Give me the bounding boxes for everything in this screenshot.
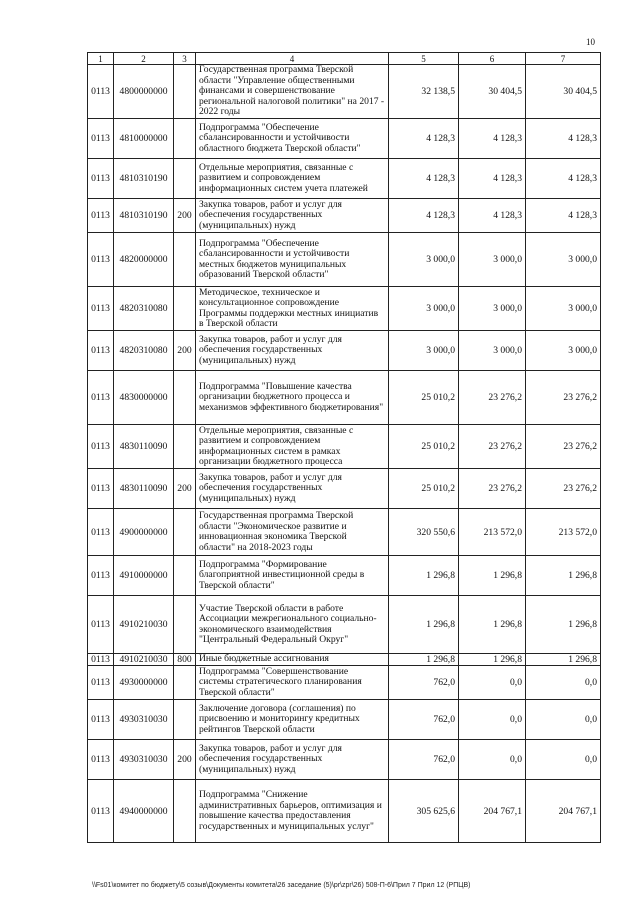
cell-col-1: 0113 <box>88 65 114 119</box>
cell-col-2: 4820000000 <box>114 233 174 287</box>
cell-col-2: 4930000000 <box>114 666 174 700</box>
cell-col-5: 305 625,6 <box>389 780 459 843</box>
cell-col-7: 0,0 <box>526 700 601 740</box>
cell-col-3 <box>174 666 196 700</box>
cell-col-4: Отдельные мероприятия, связанные с развитием и сопровождением информационных систем в рамках организации бюджетного процесса <box>196 425 389 469</box>
cell-col-5: 1 296,8 <box>389 654 459 666</box>
cell-col-7: 4 128,3 <box>526 159 601 199</box>
cell-col-2: 4830110090 <box>114 469 174 509</box>
cell-col-3 <box>174 287 196 331</box>
table-row <box>88 740 601 780</box>
table-row <box>88 233 601 287</box>
table-row <box>88 556 601 596</box>
cell-col-2: 4930310030 <box>114 740 174 780</box>
cell-col-6: 0,0 <box>459 700 526 740</box>
cell-col-2: 4810310190 <box>114 159 174 199</box>
cell-col-5: 762,0 <box>389 740 459 780</box>
table-row <box>88 65 601 119</box>
cell-col-6: 1 296,8 <box>459 654 526 666</box>
cell-col-5: 3 000,0 <box>389 331 459 371</box>
cell-col-4: Закупка товаров, работ и услуг для обеспечения государственных (муниципальных) нужд <box>196 331 389 371</box>
table-body <box>88 65 601 843</box>
cell-col-1: 0113 <box>88 596 114 654</box>
cell-col-1: 0113 <box>88 287 114 331</box>
table-row <box>88 159 601 199</box>
cell-col-5: 4 128,3 <box>389 199 459 233</box>
cell-col-6: 3 000,0 <box>459 233 526 287</box>
table-row <box>88 425 601 469</box>
table-row <box>88 700 601 740</box>
cell-col-7: 3 000,0 <box>526 287 601 331</box>
cell-col-2: 4930310030 <box>114 700 174 740</box>
cell-col-4: Методическое, техническое и консультационное сопровождение Программы поддержки местных инициатив в Тверской области <box>196 287 389 331</box>
cell-col-5: 4 128,3 <box>389 159 459 199</box>
cell-col-4: Закупка товаров, работ и услуг для обеспечения государственных (муниципальных) нужд <box>196 740 389 780</box>
cell-col-5: 3 000,0 <box>389 233 459 287</box>
cell-col-1: 0113 <box>88 159 114 199</box>
cell-col-7: 1 296,8 <box>526 654 601 666</box>
cell-col-2: 4940000000 <box>114 780 174 843</box>
cell-col-2: 4910210030 <box>114 654 174 666</box>
cell-col-4: Подпрограмма "Формирование благоприятной инвестиционной среды в Тверской области" <box>196 556 389 596</box>
budget-table <box>87 52 601 843</box>
cell-col-6: 204 767,1 <box>459 780 526 843</box>
cell-col-7: 23 276,2 <box>526 371 601 425</box>
cell-col-7: 4 128,3 <box>526 199 601 233</box>
cell-col-3: 800 <box>174 654 196 666</box>
cell-col-5: 1 296,8 <box>389 596 459 654</box>
cell-col-4: Подпрограмма "Обеспечение сбалансированности и устойчивости областного бюджета Тверской области" <box>196 119 389 159</box>
cell-col-5: 25 010,2 <box>389 371 459 425</box>
cell-col-1: 0113 <box>88 509 114 556</box>
cell-col-2: 4800000000 <box>114 65 174 119</box>
cell-col-3 <box>174 233 196 287</box>
cell-col-3 <box>174 119 196 159</box>
cell-col-2: 4810310190 <box>114 199 174 233</box>
cell-col-5: 1 296,8 <box>389 556 459 596</box>
table-row <box>88 780 601 843</box>
table-row <box>88 654 601 666</box>
cell-col-6: 23 276,2 <box>459 469 526 509</box>
cell-col-5: 25 010,2 <box>389 469 459 509</box>
cell-col-5: 25 010,2 <box>389 425 459 469</box>
cell-col-4: Подпрограмма "Снижение административных барьеров, оптимизация и повышение качества предоставления государственных и муниципальных услуг" <box>196 780 389 843</box>
column-header-3: 3 <box>174 53 196 65</box>
table-row <box>88 287 601 331</box>
cell-col-1: 0113 <box>88 331 114 371</box>
table-row <box>88 119 601 159</box>
cell-col-3 <box>174 596 196 654</box>
cell-col-3: 200 <box>174 331 196 371</box>
cell-col-7: 3 000,0 <box>526 233 601 287</box>
cell-col-5: 320 550,6 <box>389 509 459 556</box>
cell-col-7: 30 404,5 <box>526 65 601 119</box>
cell-col-7: 4 128,3 <box>526 119 601 159</box>
cell-col-6: 4 128,3 <box>459 159 526 199</box>
cell-col-6: 23 276,2 <box>459 371 526 425</box>
cell-col-7: 0,0 <box>526 740 601 780</box>
header-row <box>88 53 601 65</box>
cell-col-5: 3 000,0 <box>389 287 459 331</box>
cell-col-3 <box>174 509 196 556</box>
cell-col-2: 4820310080 <box>114 331 174 371</box>
cell-col-1: 0113 <box>88 666 114 700</box>
cell-col-1: 0113 <box>88 119 114 159</box>
cell-col-6: 4 128,3 <box>459 199 526 233</box>
column-header-6: 6 <box>459 53 526 65</box>
cell-col-2: 4910000000 <box>114 556 174 596</box>
cell-col-1: 0113 <box>88 556 114 596</box>
cell-col-3 <box>174 780 196 843</box>
column-header-7: 7 <box>526 53 601 65</box>
cell-col-1: 0113 <box>88 740 114 780</box>
cell-col-3 <box>174 700 196 740</box>
cell-col-7: 23 276,2 <box>526 425 601 469</box>
cell-col-6: 3 000,0 <box>459 331 526 371</box>
page-number: 10 <box>586 37 595 47</box>
table-row <box>88 371 601 425</box>
column-header-2: 2 <box>114 53 174 65</box>
cell-col-4: Государственная программа Тверской области "Экономическое развитие и инновационная экономика Тверской области" на 2018-2023 годы <box>196 509 389 556</box>
cell-col-3: 200 <box>174 740 196 780</box>
cell-col-3 <box>174 65 196 119</box>
cell-col-1: 0113 <box>88 233 114 287</box>
cell-col-6: 0,0 <box>459 740 526 780</box>
cell-col-2: 4830110090 <box>114 425 174 469</box>
cell-col-4: Подпрограмма "Повышение качества организации бюджетного процесса и механизмов эффективного бюджетирования" <box>196 371 389 425</box>
cell-col-4: Отдельные мероприятия, связанные с развитием и сопровождением информационных систем учета платежей <box>196 159 389 199</box>
cell-col-4: Государственная программа Тверской области "Управление общественными финансами и совершенствование региональной налоговой политики" на 2017 - 2022 годы <box>196 65 389 119</box>
cell-col-4: Закупка товаров, работ и услуг для обеспечения государственных (муниципальных) нужд <box>196 469 389 509</box>
cell-col-6: 1 296,8 <box>459 596 526 654</box>
cell-col-1: 0113 <box>88 780 114 843</box>
cell-col-2: 4810000000 <box>114 119 174 159</box>
cell-col-3 <box>174 425 196 469</box>
cell-col-6: 0,0 <box>459 666 526 700</box>
cell-col-2: 4820310080 <box>114 287 174 331</box>
cell-col-6: 30 404,5 <box>459 65 526 119</box>
column-header-4: 4 <box>196 53 389 65</box>
cell-col-3 <box>174 371 196 425</box>
cell-col-1: 0113 <box>88 654 114 666</box>
cell-col-7: 1 296,8 <box>526 596 601 654</box>
cell-col-6: 23 276,2 <box>459 425 526 469</box>
table-row <box>88 509 601 556</box>
cell-col-4: Подпрограмма "Обеспечение сбалансированности и устойчивости местных бюджетов муниципальных образований Тверской области" <box>196 233 389 287</box>
cell-col-7: 3 000,0 <box>526 331 601 371</box>
cell-col-4: Подпрограмма "Совершенствование системы стратегического планирования Тверской области" <box>196 666 389 700</box>
cell-col-3: 200 <box>174 469 196 509</box>
column-header-1: 1 <box>88 53 114 65</box>
cell-col-2: 4830000000 <box>114 371 174 425</box>
cell-col-1: 0113 <box>88 425 114 469</box>
cell-col-2: 4910210030 <box>114 596 174 654</box>
cell-col-1: 0113 <box>88 199 114 233</box>
cell-col-4: Закупка товаров, работ и услуг для обеспечения государственных (муниципальных) нужд <box>196 199 389 233</box>
cell-col-7: 1 296,8 <box>526 556 601 596</box>
cell-col-7: 213 572,0 <box>526 509 601 556</box>
table-row <box>88 469 601 509</box>
cell-col-7: 204 767,1 <box>526 780 601 843</box>
cell-col-3: 200 <box>174 199 196 233</box>
table-row <box>88 331 601 371</box>
cell-col-7: 0,0 <box>526 666 601 700</box>
cell-col-5: 32 138,5 <box>389 65 459 119</box>
table-row <box>88 199 601 233</box>
cell-col-3 <box>174 556 196 596</box>
cell-col-4: Иные бюджетные ассигнования <box>196 654 389 666</box>
file-path-footer: \\Fs01\комитет по бюджету\5 созыв\Документы комитета\26 заседание (5)\pr\zpr\26) 508-П-6\Прил 7 Прил 12 (РПЦВ) <box>92 882 471 889</box>
cell-col-5: 762,0 <box>389 700 459 740</box>
column-header-5: 5 <box>389 53 459 65</box>
cell-col-3 <box>174 159 196 199</box>
cell-col-6: 1 296,8 <box>459 556 526 596</box>
cell-col-6: 4 128,3 <box>459 119 526 159</box>
table-row <box>88 666 601 700</box>
cell-col-5: 762,0 <box>389 666 459 700</box>
cell-col-1: 0113 <box>88 371 114 425</box>
cell-col-5: 4 128,3 <box>389 119 459 159</box>
cell-col-4: Участие Тверской области в работе Ассоциации межрегионального социально-экономического взаимодействия "Центральный Федеральный Округ" <box>196 596 389 654</box>
cell-col-7: 23 276,2 <box>526 469 601 509</box>
cell-col-1: 0113 <box>88 469 114 509</box>
cell-col-6: 213 572,0 <box>459 509 526 556</box>
cell-col-2: 4900000000 <box>114 509 174 556</box>
cell-col-1: 0113 <box>88 700 114 740</box>
cell-col-4: Заключение договора (соглашения) по присвоению и мониторингу кредитных рейтингов Тверской области <box>196 700 389 740</box>
cell-col-6: 3 000,0 <box>459 287 526 331</box>
table-row <box>88 596 601 654</box>
